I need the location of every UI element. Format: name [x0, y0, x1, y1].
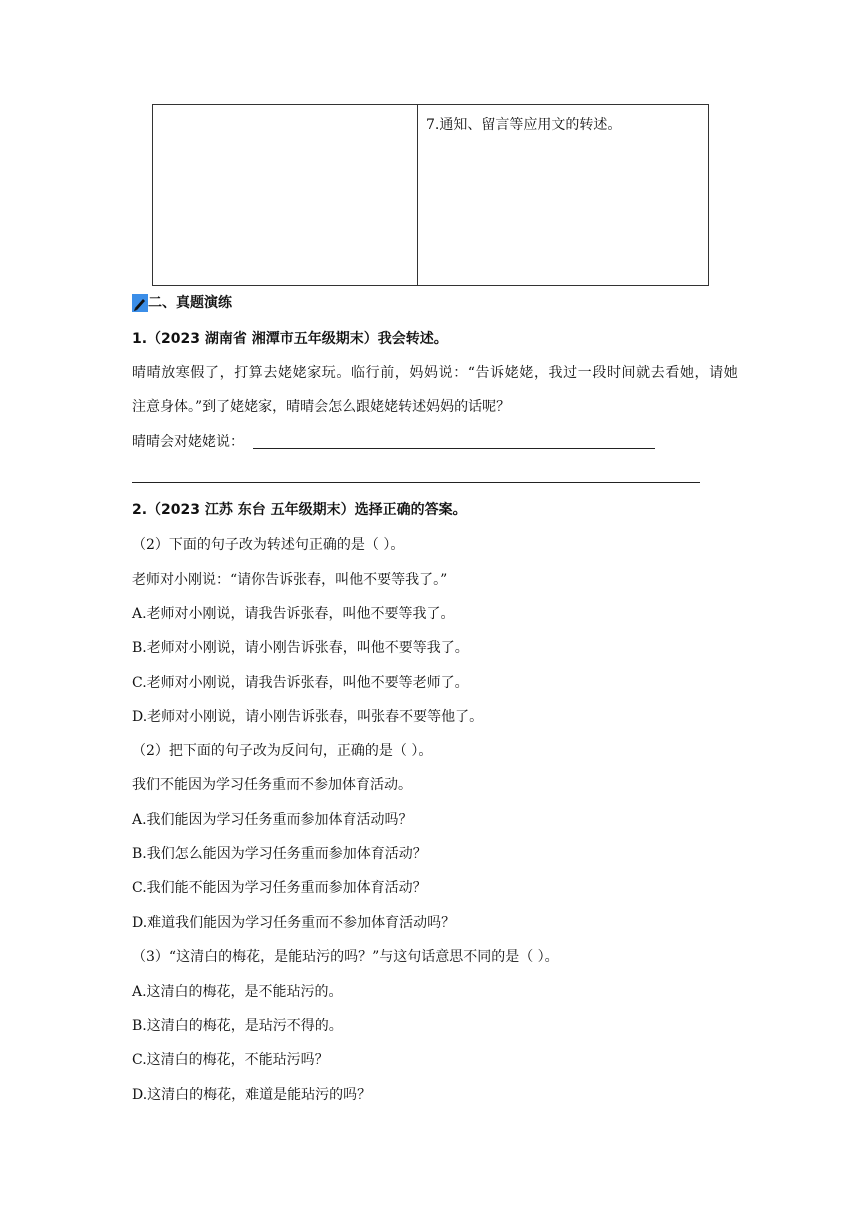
q2-title: 2.（2023 江苏 东台 五年级期末）选择正确的答案。 — [132, 502, 467, 518]
q2-sub3-option-b: B.这清白的梅花，是玷污不得的。 — [132, 1018, 343, 1034]
answer-line-2[interactable] — [132, 482, 700, 483]
q2-sub1-option-d: D.老师对小刚说，请小刚告诉张春，叫张春不要等他了。 — [132, 709, 484, 725]
answer-line-1[interactable] — [253, 448, 655, 449]
q2-sub1-quote: 老师对小刚说：“请你告诉张春，叫他不要等我了。” — [132, 572, 448, 588]
q2-sub3-stem: （3）“这清白的梅花，是能玷污的吗？”与这句话意思不同的是（ ）。 — [132, 949, 559, 965]
q1-title: 1.（2023 湖南省 湘潭市五年级期末）我会转述。 — [132, 331, 448, 347]
q1-paragraph-line-2: 注意身体。”到了姥姥家，晴晴会怎么跟姥姥转述妈妈的话呢？ — [132, 399, 511, 415]
pen-icon — [132, 294, 148, 312]
q2-sub1-option-c: C.老师对小刚说，请我告诉张春，叫他不要等老师了。 — [132, 675, 469, 691]
section-title: 二、真题演练 — [148, 295, 232, 311]
q2-sub2-quote: 我们不能因为学习任务重而不参加体育活动。 — [132, 777, 412, 793]
q2-sub2-option-c: C.我们能不能因为学习任务重而参加体育活动？ — [132, 880, 427, 896]
q2-sub3-option-c: C.这清白的梅花，不能玷污吗？ — [132, 1052, 329, 1068]
outline-table — [152, 104, 709, 286]
q2-sub2-stem: （2）把下面的句子改为反问句，正确的是（ ）。 — [132, 743, 433, 759]
q1-paragraph-line-1: 晴晴放寒假了，打算去姥姥家玩。临行前，妈妈说：“告诉姥姥，我过一段时间就去看她，请她 — [132, 365, 739, 381]
table-cell-left — [153, 105, 418, 286]
q2-sub2-option-b: B.我们怎么能因为学习任务重而参加体育活动？ — [132, 846, 427, 862]
q2-sub2-option-a: A.我们能因为学习任务重而参加体育活动吗？ — [132, 812, 413, 828]
q2-sub2-option-d: D.难道我们能因为学习任务重而不参加体育活动吗？ — [132, 915, 456, 931]
q2-sub3-option-a: A.这清白的梅花，是不能玷污的。 — [132, 984, 343, 1000]
q2-sub1-stem: （2）下面的句子改为转述句正确的是（ ）。 — [132, 537, 405, 553]
q2-sub1-option-a: A.老师对小刚说，请我告诉张春，叫他不要等我了。 — [132, 606, 455, 622]
table-cell-right: 7.通知、留言等应用文的转述。 — [418, 105, 709, 286]
q2-sub3-option-d: D.这清白的梅花，难道是能玷污的吗？ — [132, 1087, 372, 1103]
q2-sub1-option-b: B.老师对小刚说，请小刚告诉张春，叫他不要等我了。 — [132, 640, 469, 656]
q1-answer-prompt: 晴晴会对姥姥说： — [132, 434, 244, 450]
